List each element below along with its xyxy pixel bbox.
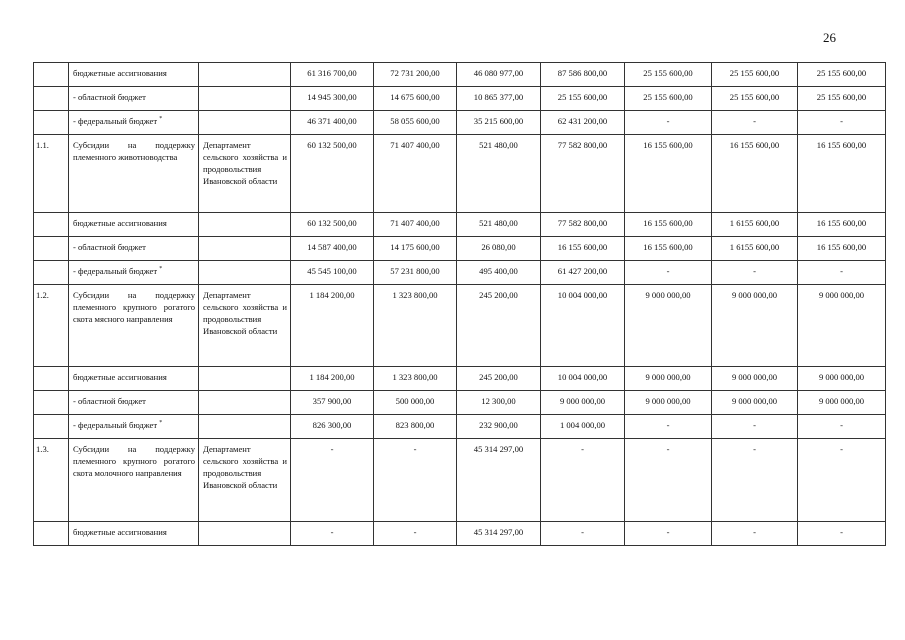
amount-cell: 1 184 200,00 [291,367,374,391]
amount-cell: - [291,522,374,546]
row-label-text: - федеральный бюджет [73,116,158,126]
amount-cell: - [712,415,798,439]
amount-cell: 62 431 200,00 [541,111,625,135]
row-label-text: бюджетные ассигнования [73,218,167,228]
responsible-department [199,415,291,439]
amount-cell: 1 184 200,00 [291,285,374,367]
amount-cell: 232 900,00 [457,415,541,439]
amount-cell: 16 155 600,00 [625,237,712,261]
amount-cell: 71 407 400,00 [374,213,457,237]
amount-cell: 16 155 600,00 [798,135,886,213]
amount-cell: 16 155 600,00 [541,237,625,261]
row-label [69,87,199,111]
amount-cell: 25 155 600,00 [798,87,886,111]
row-label [69,111,199,135]
amount-cell: 60 132 500,00 [291,213,374,237]
amount-cell: - [798,522,886,546]
row-index [34,522,69,546]
responsible-department: Департамент сельского хозяйства и продовольствия Ивановской области [199,135,291,213]
amount-cell: - [625,415,712,439]
amount-cell: 72 731 200,00 [374,63,457,87]
row-label-text: - областной бюджет [73,92,146,102]
row-label-text: бюджетные ассигнования [73,372,167,382]
row-label-text: Субсидии на поддержку племенного животноводства [73,140,195,162]
table-row [34,111,886,135]
amount-cell: 25 155 600,00 [798,63,886,87]
amount-cell: - [625,522,712,546]
amount-cell: 1 004 000,00 [541,415,625,439]
amount-cell: 25 155 600,00 [541,87,625,111]
amount-cell: 10 004 000,00 [541,367,625,391]
amount-cell: 71 407 400,00 [374,135,457,213]
amount-cell: 45 314 297,00 [457,522,541,546]
row-index [34,87,69,111]
page-number: 26 [823,30,836,45]
responsible-department: Департамент сельского хозяйства и продовольствия Ивановской области [199,285,291,367]
responsible-department [199,261,291,285]
amount-cell: - [798,439,886,522]
table-row [34,522,886,546]
amount-cell: 9 000 000,00 [798,367,886,391]
row-label [69,285,199,367]
amount-cell: 14 675 600,00 [374,87,457,111]
table-body [34,63,886,546]
row-label [69,63,199,87]
amount-cell: 10 865 377,00 [457,87,541,111]
amount-cell: 46 080 977,00 [457,63,541,87]
table-row [34,237,886,261]
row-label [69,439,199,522]
amount-cell: 521 480,00 [457,135,541,213]
amount-cell: - [712,439,798,522]
amount-cell: 14 945 300,00 [291,87,374,111]
amount-cell: 9 000 000,00 [712,367,798,391]
table-row [34,63,886,87]
table-row [34,367,886,391]
row-label-text: бюджетные ассигнования [73,527,167,537]
row-label [69,261,199,285]
table-row [34,87,886,111]
row-label-text: - федеральный бюджет [73,420,158,430]
amount-cell: 1 6155 600,00 [712,237,798,261]
responsible-department [199,213,291,237]
amount-cell: - [541,522,625,546]
amount-cell: 87 586 800,00 [541,63,625,87]
amount-cell: - [712,522,798,546]
amount-cell: 25 155 600,00 [625,87,712,111]
amount-cell: 16 155 600,00 [798,213,886,237]
amount-cell: 9 000 000,00 [541,391,625,415]
amount-cell: 61 427 200,00 [541,261,625,285]
amount-cell: 9 000 000,00 [712,391,798,415]
row-label-text: бюджетные ассигнования [73,68,167,78]
amount-cell: 9 000 000,00 [625,285,712,367]
amount-cell: 495 400,00 [457,261,541,285]
responsible-department [199,391,291,415]
amount-cell: - [374,439,457,522]
table-row [34,261,886,285]
table-row [34,135,886,213]
amount-cell: 14 175 600,00 [374,237,457,261]
amount-cell: 25 155 600,00 [712,63,798,87]
amount-cell: - [291,439,374,522]
amount-cell: 58 055 600,00 [374,111,457,135]
amount-cell: - [625,439,712,522]
amount-cell: 16 155 600,00 [625,135,712,213]
amount-cell: - [625,261,712,285]
amount-cell: 14 587 400,00 [291,237,374,261]
table-row [34,213,886,237]
amount-cell: 35 215 600,00 [457,111,541,135]
row-label [69,415,199,439]
amount-cell: 45 314 297,00 [457,439,541,522]
responsible-department: Департамент сельского хозяйства и продовольствия Ивановской области [199,439,291,522]
table-row [34,285,886,367]
row-label-text: - областной бюджет [73,242,146,252]
row-index: 1.1. [34,135,69,213]
amount-cell: - [712,261,798,285]
amount-cell: - [798,111,886,135]
responsible-department [199,237,291,261]
amount-cell: 1 323 800,00 [374,285,457,367]
row-index [34,63,69,87]
row-index [34,111,69,135]
amount-cell: 500 000,00 [374,391,457,415]
footnote-mark: * [159,116,163,123]
amount-cell: 826 300,00 [291,415,374,439]
amount-cell: 1 323 800,00 [374,367,457,391]
row-label [69,237,199,261]
amount-cell: 26 080,00 [457,237,541,261]
amount-cell: 245 200,00 [457,285,541,367]
table-row [34,391,886,415]
row-label [69,391,199,415]
row-label [69,135,199,213]
amount-cell: 245 200,00 [457,367,541,391]
row-index [34,415,69,439]
amount-cell: 77 582 800,00 [541,213,625,237]
amount-cell: 45 545 100,00 [291,261,374,285]
amount-cell: - [798,261,886,285]
amount-cell: 9 000 000,00 [798,391,886,415]
table-row [34,415,886,439]
row-label [69,367,199,391]
amount-cell: 25 155 600,00 [712,87,798,111]
row-index: 1.2. [34,285,69,367]
row-index [34,261,69,285]
responsible-department [199,111,291,135]
row-label-text: Субсидии на поддержку племенного крупного рогатого скота молочного направления [73,444,195,478]
row-label [69,213,199,237]
amount-cell: 9 000 000,00 [625,367,712,391]
amount-cell: 12 300,00 [457,391,541,415]
amount-cell: 57 231 800,00 [374,261,457,285]
footnote-mark: * [159,420,163,427]
responsible-department [199,87,291,111]
row-index: 1.3. [34,439,69,522]
amount-cell: - [712,111,798,135]
row-index [34,367,69,391]
responsible-department [199,367,291,391]
row-label-text: - областной бюджет [73,396,146,406]
amount-cell: 521 480,00 [457,213,541,237]
responsible-department [199,63,291,87]
amount-cell: 16 155 600,00 [798,237,886,261]
amount-cell: 60 132 500,00 [291,135,374,213]
amount-cell: - [374,522,457,546]
row-label-text: Субсидии на поддержку племенного крупного рогатого скота мясного направления [73,290,195,324]
amount-cell: 16 155 600,00 [625,213,712,237]
row-index [34,237,69,261]
row-index [34,213,69,237]
budget-table [33,62,886,546]
amount-cell: 16 155 600,00 [712,135,798,213]
table-row [34,439,886,522]
amount-cell: 1 6155 600,00 [712,213,798,237]
amount-cell: 25 155 600,00 [625,63,712,87]
amount-cell: 823 800,00 [374,415,457,439]
footnote-mark: * [159,266,163,273]
amount-cell: - [625,111,712,135]
amount-cell: 61 316 700,00 [291,63,374,87]
row-label-text: - федеральный бюджет [73,266,158,276]
amount-cell: 46 371 400,00 [291,111,374,135]
row-index [34,391,69,415]
amount-cell: 9 000 000,00 [625,391,712,415]
amount-cell: 9 000 000,00 [712,285,798,367]
amount-cell: 77 582 800,00 [541,135,625,213]
row-label [69,522,199,546]
amount-cell: 10 004 000,00 [541,285,625,367]
amount-cell: - [541,439,625,522]
amount-cell: - [798,415,886,439]
amount-cell: 357 900,00 [291,391,374,415]
responsible-department [199,522,291,546]
amount-cell: 9 000 000,00 [798,285,886,367]
